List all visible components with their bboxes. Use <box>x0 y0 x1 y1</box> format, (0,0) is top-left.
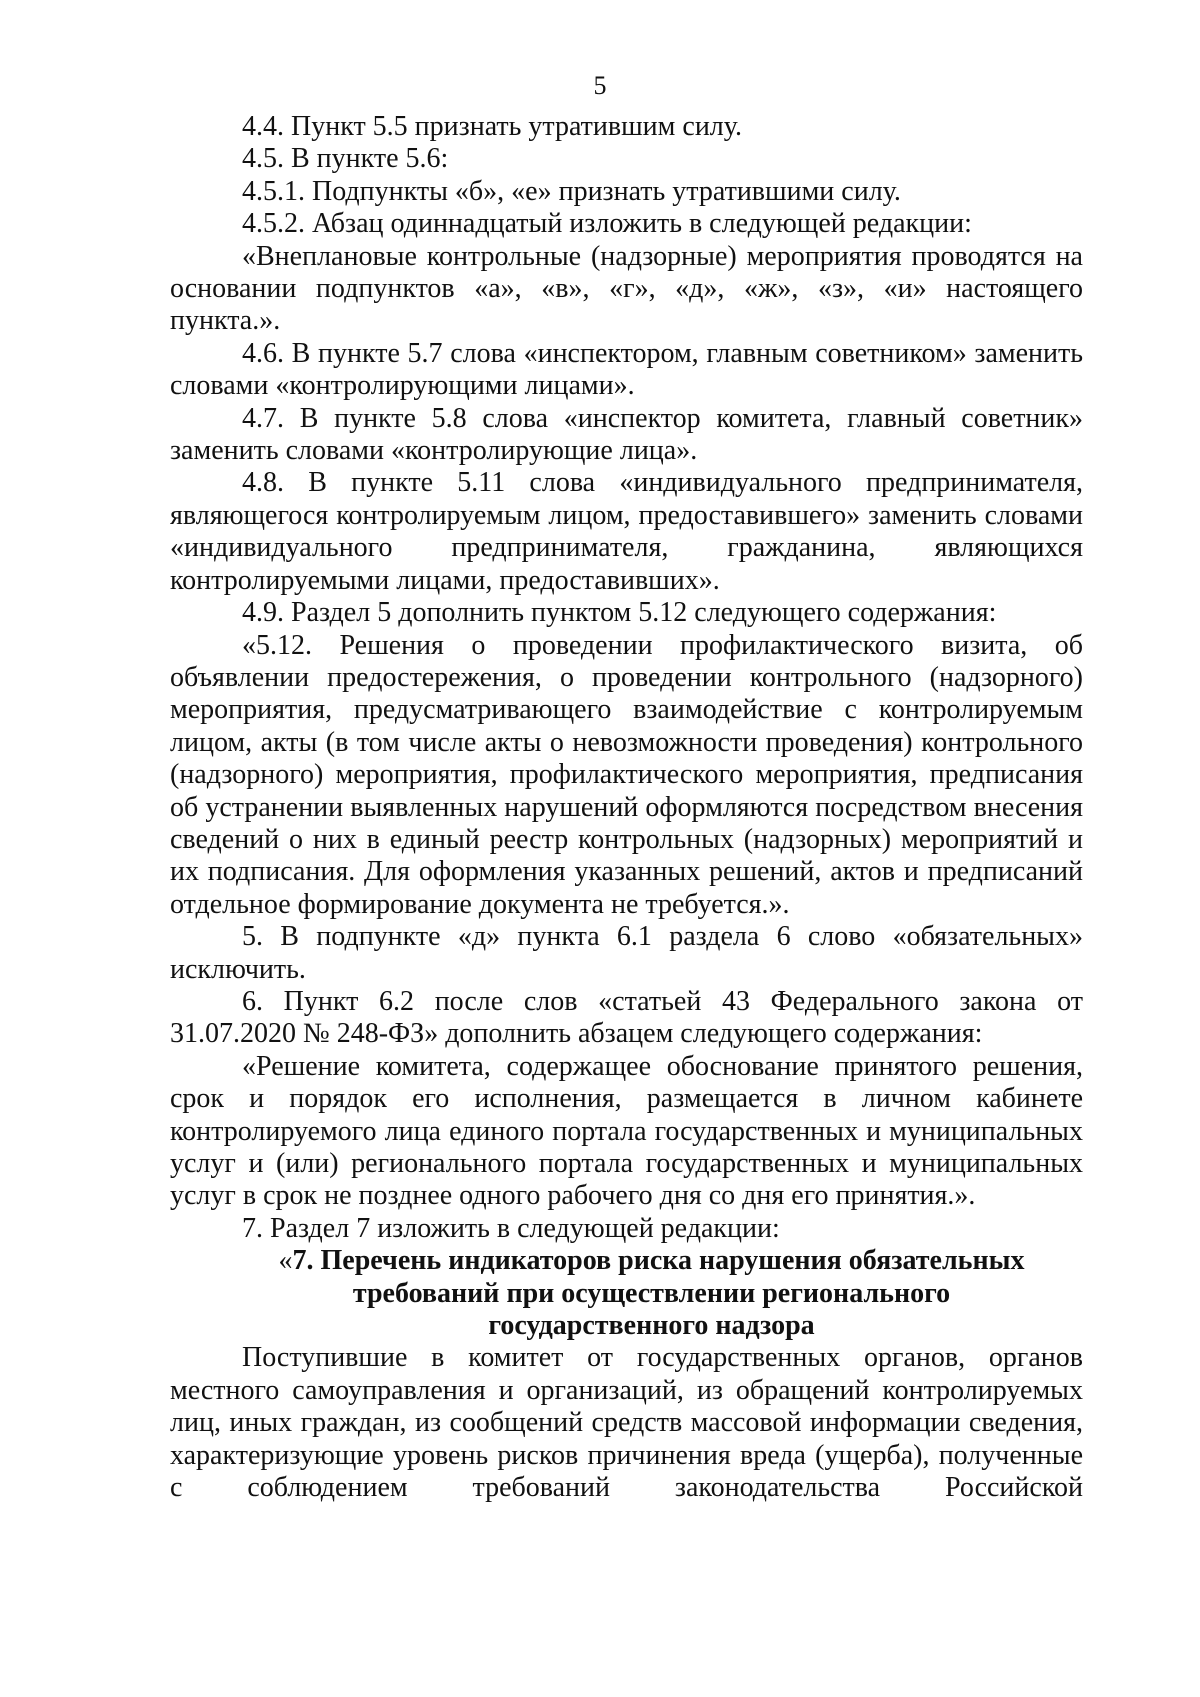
heading-line-1-text: 7. Перечень индикаторов риска нарушения обязательных <box>292 1245 1025 1277</box>
paragraph-4-8: 4.8. В пункте 5.11 слова «индивидуального предпринимателя, являющегося контролируемым лицом, предоставившего» заменить словами «индивидуального предпринимателя, гражданина, являющихся контролируемыми лицами, предоставивших». <box>170 467 1083 596</box>
section-heading-line-3: государственного надзора <box>488 1310 815 1342</box>
section-heading-line-2: требований при осуществлении регионального <box>352 1277 951 1309</box>
paragraph-5: 5. В подпункте «д» пункта 6.1 раздела 6 слово «обязательных» исключить. <box>170 921 1083 985</box>
heading-open-quote: « <box>278 1245 293 1277</box>
document-body <box>170 111 1083 1504</box>
paragraph-6: 6. Пункт 6.2 после слов «статьей 43 Федерального закона от 31.07.2020 № 248-ФЗ» дополнить абзацем следующего содержания: <box>170 985 1083 1050</box>
paragraph-7: 7. Раздел 7 изложить в следующей редакции: <box>242 1212 780 1244</box>
paragraph-5-12: «5.12. Решения о проведении профилактического визита, об объявлении предостережения, о проведении контрольного (надзорного) мероприятия, предусматривающего взаимодействие с контролируемым лицом, акты (в том числе акты о невозможности проведения) контрольного (надзорного) мероприятия, профилактического мероприятия, предписания об устранении выявленных нарушений оформляются посредством внесения сведений о них в единый реестр контрольных (надзорных) мероприятий и их подписания. Для оформления указанных решений, актов и предписаний отдельное формирование документа не требуется.». <box>170 629 1083 920</box>
paragraph-4-5: 4.5. В пункте 5.6: <box>242 143 449 175</box>
paragraph-4-7: 4.7. В пункте 5.8 слова «инспектор комитета, главный советник» заменить словами «контролирующие лица». <box>170 402 1083 467</box>
paragraph-quote-committee-decision: «Решение комитета, содержащее обоснование принятого решения, срок и порядок его исполнения, размещается в личном кабинете контролируемого лица единого портала государственных и муниципальных услуг и (или) регионального портала государственных и муниципальных услуг в срок не позднее одного рабочего дня со дня его принятия.». <box>170 1050 1083 1212</box>
paragraph-4-4: 4.4. Пункт 5.5 признать утратившим силу. <box>242 111 742 142</box>
page-number: 5 <box>593 71 607 100</box>
paragraph-4-5-1: 4.5.1. Подпункты «б», «е» признать утратившими силу. <box>242 175 901 207</box>
paragraph-4-9: 4.9. Раздел 5 дополнить пунктом 5.12 следующего содержания: <box>242 597 997 629</box>
paragraph-4-6: 4.6. В пункте 5.7 слова «инспектором, главным советником» заменить словами «контролирующими лицами». <box>170 337 1083 402</box>
paragraph-quote-unscheduled-measures: «Внеплановые контрольные (надзорные) мероприятия проводятся на основании подпунктов «а», «в», «г», «д», «ж», «з», «и» настоящего пункта.». <box>170 240 1083 337</box>
section-heading-line-1 <box>220 1245 1083 1277</box>
paragraph-risk-indicators-intro: Поступившие в комитет от государственных органов, органов местного самоуправления и организаций, из обращений контролируемых лиц, иных граждан, из сообщений средств массовой информации сведения, характеризующие уровень рисков причинения вреда (ущерба), полученные с соблюдением требований законодательства Российской <box>170 1342 1083 1504</box>
paragraph-4-5-2: 4.5.2. Абзац одиннадцатый изложить в следующей редакции: <box>242 208 972 240</box>
section-heading <box>170 1245 1083 1342</box>
